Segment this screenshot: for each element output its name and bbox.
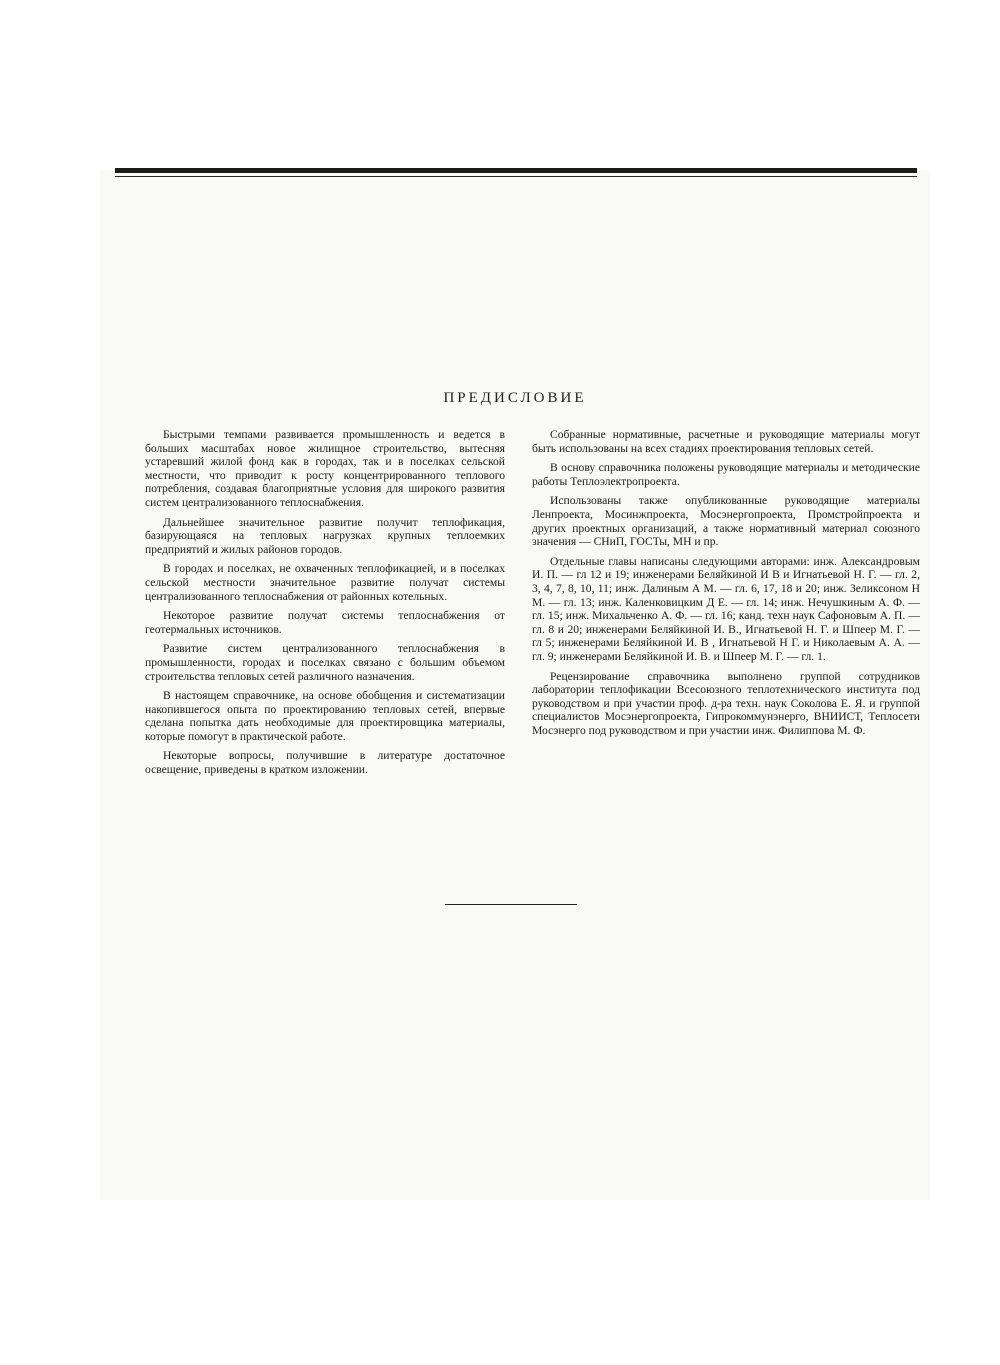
paragraph: Некоторое развитие получат системы теплоснабжения от геотермальных источников. xyxy=(145,609,505,636)
paragraph: Некоторые вопросы, получившие в литературе достаточное освещение, приведены в кратком изложении. xyxy=(145,749,505,777)
paragraph: Быстрыми темпами развивается промышленность и ведется в больших масштабах новое жилищное строительство, вытесняя устаревший жилой фонд как в городах, так и в поселках сельской местности, что приводит к росту концентрированного теплового потребления, создавая благоприятные условия для широкого развития систем централизованного теплоснабжения. xyxy=(145,428,505,509)
paragraph: Рецензирование справочника выполнено группой сотрудников лаборатории теплофикации Всесоюзного теплотехнического института под руководством и при участии проф. д-ра техн. наук Соколова Е. Я. и группой специалистов Мосэнергопроекта, Гипрокоммунэнерго, ВНИИСТ, Теплосети Мосэнерго под руководством и при участии инж. Филиппова М. Ф. xyxy=(532,669,920,737)
page-title: ПРЕДИСЛОВИЕ xyxy=(443,390,587,406)
paragraph: Отдельные главы написаны следующими авторами: инж. Александровым И. П. — гл 12 и 19; инженерами Беляйкиной И В и Игнатьевой Н. Г. — гл. 2, 3, 4, 7, 8, 10, 11; инж. Далиным А М. — гл. 6, 17, 18 и 20; инж. Зеликсоном Н М. — гл. 13; инж. Каленковицким Д Е. — гл. 14; инж. Нечушкиным А. Ф. — гл. 15; инж. Михальченко А. Ф. — гл. 16; канд. техн наук Сафоновым А. П. — гл. 8 и 20; инженерами Беляйкиной И. В., Игнатьевой Н. Г. и Шпеер М. Г. — гл 5; инженерами Беляйкиной И. В , Игнатьевой Н Г. и Николаевым А. А. — гл. 9; инженерами Беляйкиной И. В. и Шпеер М. Г. — гл. 1. xyxy=(532,554,920,663)
paragraph: Развитие систем централизованного теплоснабжения в промышленности, городах и поселках связано с большим объемом строительства тепловых сетей различного назначения. xyxy=(145,642,505,683)
left-column xyxy=(145,428,505,783)
paragraph: Собранные нормативные, расчетные и руководящие материалы могут быть использованы на всех стадиях проектирования тепловых сетей. xyxy=(532,428,920,455)
end-divider xyxy=(445,904,577,905)
paragraph: В основу справочника положены руководящие материалы и методические работы Теплоэлектропроекта. xyxy=(532,461,920,488)
paragraph: В городах и поселках, не охваченных теплофикацией, и в поселках сельской местности значительное развитие получат системы централизованного теплоснабжения от районных котельных. xyxy=(145,562,505,603)
top-rule-thin xyxy=(115,176,917,177)
top-rule-thick xyxy=(115,168,917,173)
paragraph: Использованы также опубликованные руководящие материалы Ленпроекта, Мосинжпроекта, Мосэнергопроекта, Промстройпроекта и других проектных организаций, а также нормативный материал союзного значения — СНиП, ГОСТы, МН и пр. xyxy=(532,494,920,549)
paragraph: В настоящем справочнике, на основе обобщения и систематизации накопившегося опыта по проектированию тепловых сетей, впервые сделана попытка дать необходимые для проектировщика материалы, которые помогут в практической работе. xyxy=(145,689,505,743)
right-column xyxy=(532,428,920,743)
paragraph: Дальнейшее значительное развитие получит теплофикация, базирующаяся на тепловых нагрузках крупных теплоемких предприятий и жилых районов городов. xyxy=(145,515,505,556)
